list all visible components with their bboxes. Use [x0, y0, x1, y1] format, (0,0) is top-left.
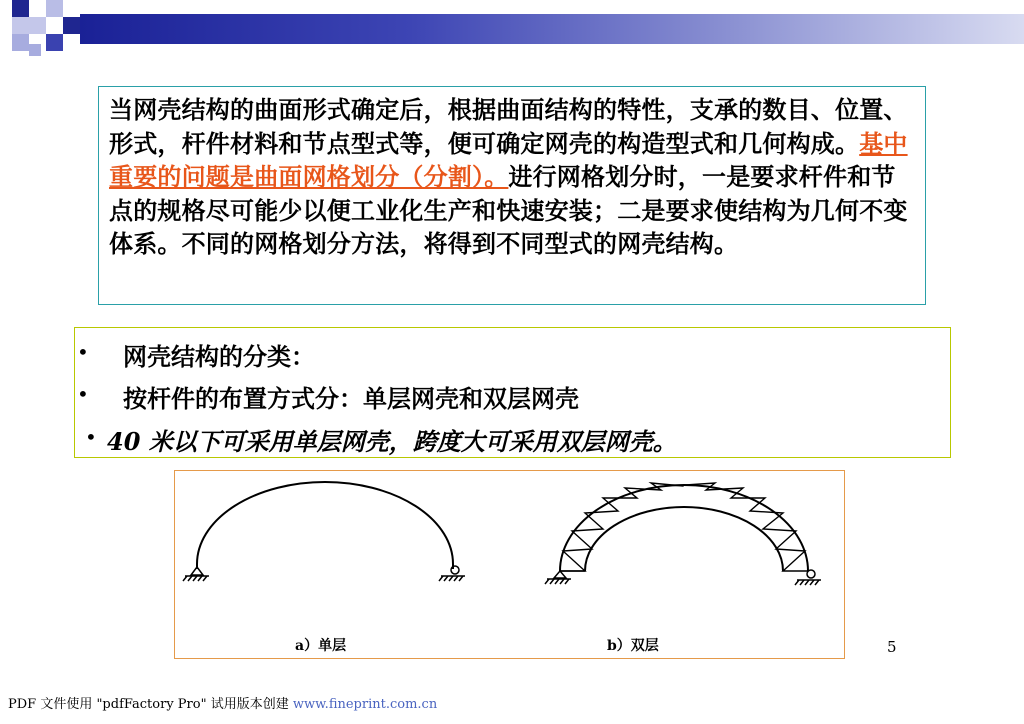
- classification-box: [74, 327, 951, 458]
- shell-diagram: [175, 471, 844, 658]
- intro-highlight: 基中重要的问题是曲面网格划分（分割）。: [109, 128, 908, 191]
- bullet-text: 40 米以下可采用单层网壳，跨度大可采用双层网壳。: [107, 427, 677, 456]
- caption-double-layer: b）双层: [607, 638, 659, 654]
- shell-diagram-figure: [174, 470, 845, 659]
- header-square: [29, 17, 46, 34]
- footer-url-link[interactable]: www.fineprint.com.cn: [292, 697, 438, 712]
- pdf-footer: [8, 693, 437, 712]
- header-square: [12, 0, 29, 17]
- bullet-text: 按杆件的布置方式分：单层网壳和双层网壳: [123, 384, 579, 413]
- bullet-marker: •: [77, 340, 89, 364]
- intro-paragraph: [109, 93, 915, 261]
- header-square: [12, 17, 29, 34]
- header-decoration: [0, 0, 1024, 60]
- double-layer-arch: [560, 483, 808, 571]
- single-layer-arch: [197, 482, 453, 569]
- page-number: 5: [887, 638, 897, 656]
- header-square: [29, 44, 41, 56]
- bullet-marker: •: [85, 425, 97, 449]
- header-square: [46, 0, 63, 17]
- pin-support-icon: [183, 567, 209, 581]
- pin-support-icon: [545, 571, 571, 584]
- caption-single-layer: a）单层: [295, 638, 347, 654]
- footer-text: PDF 文件使用 "pdfFactory Pro" 试用版本创建: [8, 697, 289, 712]
- header-square: [63, 17, 80, 34]
- intro-text-before: 当网壳结构的曲面形式确定后，根据曲面结构的特性，支承的数目、位置、形式，杆件材料和节点型式等，便可确定网壳的构造型式和几何构成。: [109, 95, 908, 158]
- roller-support-icon: [795, 570, 821, 585]
- header-gradient-bar: [80, 14, 1024, 44]
- intro-text-after: 进行网格划分时，一是要求杆件和节点的规格尽可能少以便工业化生产和快速安装；二是要求使结构为几何不变体系。不同的网格划分方法，将得到不同型式的网壳结构。: [109, 162, 908, 258]
- bullet-marker: •: [77, 382, 89, 406]
- header-square: [46, 34, 63, 51]
- intro-text-box: [98, 86, 926, 305]
- header-square: [12, 34, 29, 51]
- bullet-text: 网壳结构的分类：: [123, 342, 315, 371]
- roller-support-icon: [439, 566, 465, 581]
